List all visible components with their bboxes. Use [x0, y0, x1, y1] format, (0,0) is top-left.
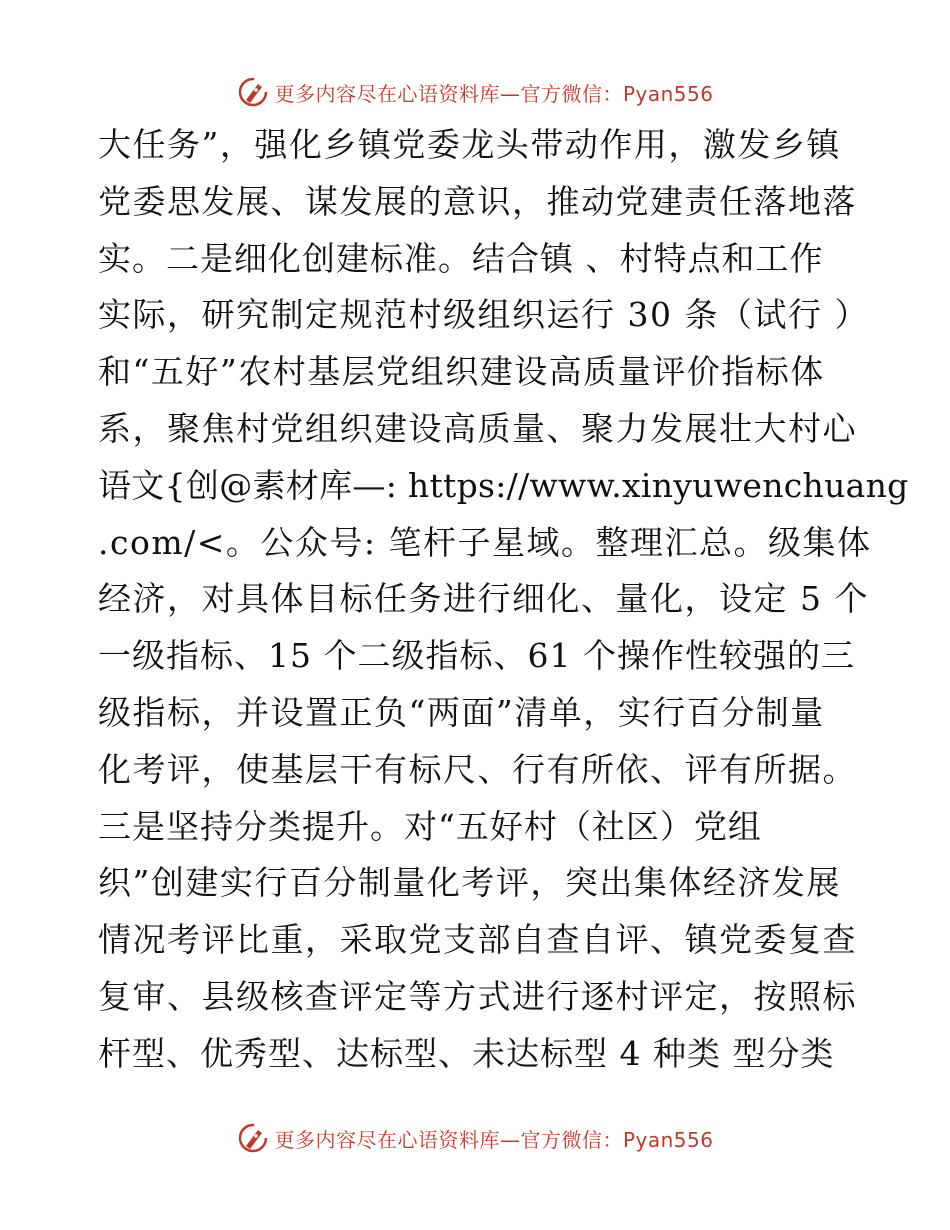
- body-line: 化考评，使基层干有标尺、行有所依、评有所据。: [98, 749, 857, 789]
- document-body: [98, 117, 909, 1083]
- body-line: 复审、县级核查评定等方式进行逐村评定，按照标: [98, 976, 857, 1016]
- header-banner: [0, 70, 950, 114]
- body-line: 杆型、优秀型、达标型、未达标型 4 种类 型分类: [98, 1033, 835, 1073]
- body-line: 情况考评比重，采取党支部自查自评、镇党委复查: [98, 920, 857, 960]
- body-line: 三是坚持分类提升。对“五好村（社区）党组: [98, 806, 762, 846]
- pen-nib-logo-icon: [236, 1121, 270, 1155]
- body-line: 一级指标、15 个二级指标、61 个操作性较强的三: [98, 636, 855, 676]
- body-line: 实际，研究制定规范村级组织运行 30 条（试行 ）: [98, 295, 869, 335]
- footer-banner-text: 更多内容尽在心语资料库—官方微信：Pyan556: [274, 1127, 714, 1152]
- body-line: 经济，对具体目标任务进行细化、量化，设定 5 个: [98, 579, 869, 619]
- body-line: 和“五好”农村基层党组织建设高质量评价指标体: [98, 352, 825, 392]
- header-banner-text: 更多内容尽在心语资料库—官方微信：Pyan556: [274, 81, 714, 106]
- body-line: 级指标，并设置正负“两面”清单，实行百分制量: [98, 692, 825, 732]
- body-line: 党委思发展、谋发展的意识，推动党建责任落地落: [98, 181, 857, 221]
- body-line: .com/<。公众号: 笔杆子星域。整理汇总。级集体: [98, 522, 872, 562]
- body-line: 实。二是细化创建标准。结合镇 、村特点和工作: [98, 238, 824, 278]
- body-line: 语文{创@素材库—: https://www.xinyuwenchuang: [98, 465, 909, 505]
- pen-nib-logo-icon: [236, 75, 270, 109]
- body-line: 大任务”，强化乡镇党委龙头带动作用，激发乡镇: [98, 125, 841, 164]
- body-line: 织”创建实行百分制量化考评，突出集体经济发展: [98, 863, 841, 903]
- footer-banner: [0, 1116, 950, 1160]
- body-line: 系，聚焦村党组织建设高质量、聚力发展壮大村心: [98, 408, 857, 448]
